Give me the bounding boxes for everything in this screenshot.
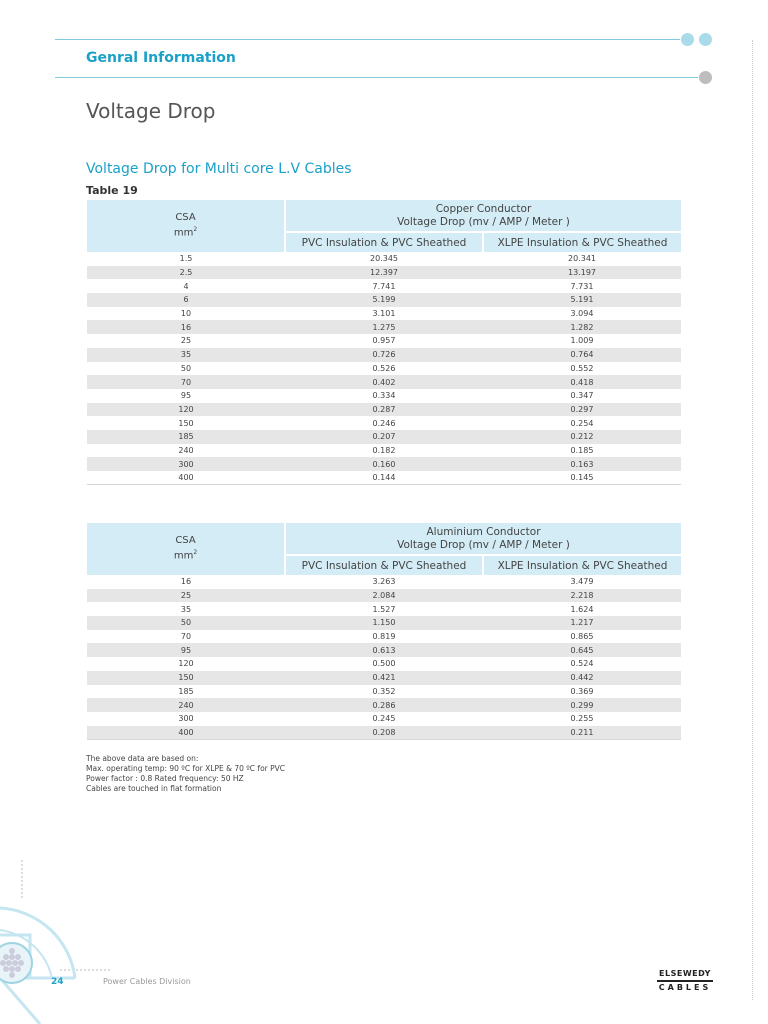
cable-cross-section-graphic <box>0 860 110 1024</box>
table-row <box>87 403 681 417</box>
xlpe-value-cell: 3.094 <box>483 307 681 321</box>
csa-cell: 1.5 <box>87 252 285 266</box>
csa-cell: 300 <box>87 457 285 471</box>
table-row <box>87 389 681 403</box>
pvc-value-cell: 12.397 <box>285 266 483 280</box>
header-dot <box>681 33 694 46</box>
csa-cell: 16 <box>87 575 285 589</box>
pvc-value-cell: 0.160 <box>285 457 483 471</box>
header-rule-top <box>55 39 680 40</box>
xlpe-value-cell: 0.552 <box>483 362 681 376</box>
table-row <box>87 362 681 376</box>
xlpe-value-cell: 1.009 <box>483 334 681 348</box>
header-dot <box>699 33 712 46</box>
table-row <box>87 726 681 740</box>
pvc-column-header: PVC Insulation & PVC Sheathed <box>285 232 483 252</box>
csa-header: CSA $mm^2$ <box>87 523 285 575</box>
csa-cell: 35 <box>87 348 285 362</box>
pvc-value-cell: 0.957 <box>285 334 483 348</box>
table-row <box>87 293 681 307</box>
csa-cell: 50 <box>87 616 285 630</box>
copper-conductor-header: Copper Conductor Voltage Drop (mv / AMP / Meter ) <box>285 200 681 232</box>
xlpe-value-cell: 0.524 <box>483 657 681 671</box>
pvc-value-cell: 0.246 <box>285 416 483 430</box>
xlpe-value-cell: 0.442 <box>483 671 681 685</box>
header-rule-bottom <box>55 77 698 78</box>
xlpe-value-cell: 7.731 <box>483 279 681 293</box>
pvc-value-cell: 0.819 <box>285 630 483 644</box>
pvc-value-cell: 0.144 <box>285 471 483 485</box>
table-row <box>87 698 681 712</box>
csa-cell: 4 <box>87 279 285 293</box>
xlpe-value-cell: 0.865 <box>483 630 681 644</box>
xlpe-value-cell: 0.369 <box>483 685 681 699</box>
table-row <box>87 616 681 630</box>
note-line: The above data are based on: <box>86 754 199 763</box>
pvc-value-cell: 0.421 <box>285 671 483 685</box>
pvc-value-cell: 0.245 <box>285 712 483 726</box>
csa-cell: 400 <box>87 726 285 740</box>
csa-cell: 25 <box>87 334 285 348</box>
xlpe-value-cell: 0.163 <box>483 457 681 471</box>
xlpe-value-cell: 3.479 <box>483 575 681 589</box>
xlpe-value-cell: 1.217 <box>483 616 681 630</box>
pvc-value-cell: 0.334 <box>285 389 483 403</box>
pvc-value-cell: 0.352 <box>285 685 483 699</box>
xlpe-value-cell: 0.347 <box>483 389 681 403</box>
logo-text-bottom: CABLES <box>658 983 712 992</box>
logo-bar <box>657 980 713 982</box>
note-line: Max. operating temp: 90 ºC for XLPE & 70 ºC for PVC <box>86 764 286 773</box>
table-row <box>87 252 681 266</box>
csa-cell: 240 <box>87 698 285 712</box>
xlpe-value-cell: 0.255 <box>483 712 681 726</box>
pvc-value-cell: 0.402 <box>285 375 483 389</box>
page-edge-dotted-line <box>752 40 753 1000</box>
table-row <box>87 266 681 280</box>
pvc-value-cell: 0.726 <box>285 348 483 362</box>
note-line: Cables are touched in flat formation <box>86 784 222 793</box>
table-row <box>87 602 681 616</box>
pvc-value-cell: 2.084 <box>285 589 483 603</box>
csa-cell: 150 <box>87 671 285 685</box>
xlpe-value-cell: 0.185 <box>483 444 681 458</box>
table-row <box>87 457 681 471</box>
xlpe-value-cell: 0.145 <box>483 471 681 485</box>
pvc-value-cell: 0.208 <box>285 726 483 740</box>
table-row <box>87 444 681 458</box>
table-row <box>87 348 681 362</box>
csa-cell: 2.5 <box>87 266 285 280</box>
csa-cell: 16 <box>87 320 285 334</box>
section-title: Genral Information <box>86 50 236 66</box>
pvc-value-cell: 5.199 <box>285 293 483 307</box>
division-label: Power Cables Division <box>103 977 191 986</box>
table-row <box>87 712 681 726</box>
csa-cell: 400 <box>87 471 285 485</box>
csa-cell: 10 <box>87 307 285 321</box>
table-notes <box>86 754 285 794</box>
aluminium-voltage-drop-table <box>87 523 681 740</box>
table-row <box>87 471 681 485</box>
pvc-value-cell: 0.500 <box>285 657 483 671</box>
csa-cell: 300 <box>87 712 285 726</box>
pvc-value-cell: 0.287 <box>285 403 483 417</box>
xlpe-value-cell: 1.282 <box>483 320 681 334</box>
csa-cell: 95 <box>87 643 285 657</box>
pvc-value-cell: 7.741 <box>285 279 483 293</box>
pvc-value-cell: 20.345 <box>285 252 483 266</box>
csa-cell: 95 <box>87 389 285 403</box>
aluminium-conductor-header: Aluminium Conductor Voltage Drop (mv / AMP / Meter ) <box>285 523 681 555</box>
csa-cell: 70 <box>87 630 285 644</box>
pvc-value-cell: 0.286 <box>285 698 483 712</box>
pvc-value-cell: 1.150 <box>285 616 483 630</box>
xlpe-value-cell: 5.191 <box>483 293 681 307</box>
csa-cell: 120 <box>87 657 285 671</box>
table-subtitle: Voltage Drop for Multi core L.V Cables <box>86 161 352 177</box>
pvc-value-cell: 3.263 <box>285 575 483 589</box>
xlpe-value-cell: 0.418 <box>483 375 681 389</box>
csa-cell: 240 <box>87 444 285 458</box>
xlpe-value-cell: 0.211 <box>483 726 681 740</box>
xlpe-value-cell: 20.341 <box>483 252 681 266</box>
table-row <box>87 307 681 321</box>
csa-cell: 6 <box>87 293 285 307</box>
csa-cell: 50 <box>87 362 285 376</box>
page-number: 24 <box>51 977 64 987</box>
xlpe-value-cell: 0.212 <box>483 430 681 444</box>
table-row <box>87 430 681 444</box>
page-title: Voltage Drop <box>86 99 216 123</box>
copper-voltage-drop-table <box>87 200 681 485</box>
pvc-value-cell: 1.527 <box>285 602 483 616</box>
xlpe-value-cell: 2.218 <box>483 589 681 603</box>
xlpe-value-cell: 0.764 <box>483 348 681 362</box>
table-row <box>87 630 681 644</box>
table-row <box>87 685 681 699</box>
csa-cell: 70 <box>87 375 285 389</box>
logo-text-top: ELSEWEDY <box>659 969 711 978</box>
xlpe-column-header: XLPE Insulation & PVC Sheathed <box>483 555 681 575</box>
pvc-column-header: PVC Insulation & PVC Sheathed <box>285 555 483 575</box>
csa-cell: 150 <box>87 416 285 430</box>
xlpe-column-header: XLPE Insulation & PVC Sheathed <box>483 232 681 252</box>
xlpe-value-cell: 13.197 <box>483 266 681 280</box>
csa-cell: 185 <box>87 685 285 699</box>
csa-cell: 25 <box>87 589 285 603</box>
pvc-value-cell: 0.207 <box>285 430 483 444</box>
xlpe-value-cell: 0.299 <box>483 698 681 712</box>
xlpe-value-cell: 0.254 <box>483 416 681 430</box>
xlpe-value-cell: 0.297 <box>483 403 681 417</box>
csa-cell: 35 <box>87 602 285 616</box>
table-row <box>87 320 681 334</box>
csa-cell: 185 <box>87 430 285 444</box>
table-row <box>87 334 681 348</box>
pvc-value-cell: 1.275 <box>285 320 483 334</box>
note-line: Power factor : 0.8 Rated frequency: 50 HZ <box>86 774 244 783</box>
xlpe-value-cell: 1.624 <box>483 602 681 616</box>
csa-cell: 120 <box>87 403 285 417</box>
table-row <box>87 589 681 603</box>
header-dot <box>699 71 712 84</box>
table-row <box>87 416 681 430</box>
table-number: Table 19 <box>86 184 138 197</box>
table-row <box>87 671 681 685</box>
pvc-value-cell: 0.182 <box>285 444 483 458</box>
pvc-value-cell: 0.526 <box>285 362 483 376</box>
pvc-value-cell: 0.613 <box>285 643 483 657</box>
table-row <box>87 279 681 293</box>
csa-header: CSA $mm^2$ <box>87 200 285 252</box>
table-row <box>87 657 681 671</box>
company-logo <box>655 969 715 993</box>
table-row <box>87 575 681 589</box>
pvc-value-cell: 3.101 <box>285 307 483 321</box>
table-row <box>87 375 681 389</box>
xlpe-value-cell: 0.645 <box>483 643 681 657</box>
table-row <box>87 643 681 657</box>
